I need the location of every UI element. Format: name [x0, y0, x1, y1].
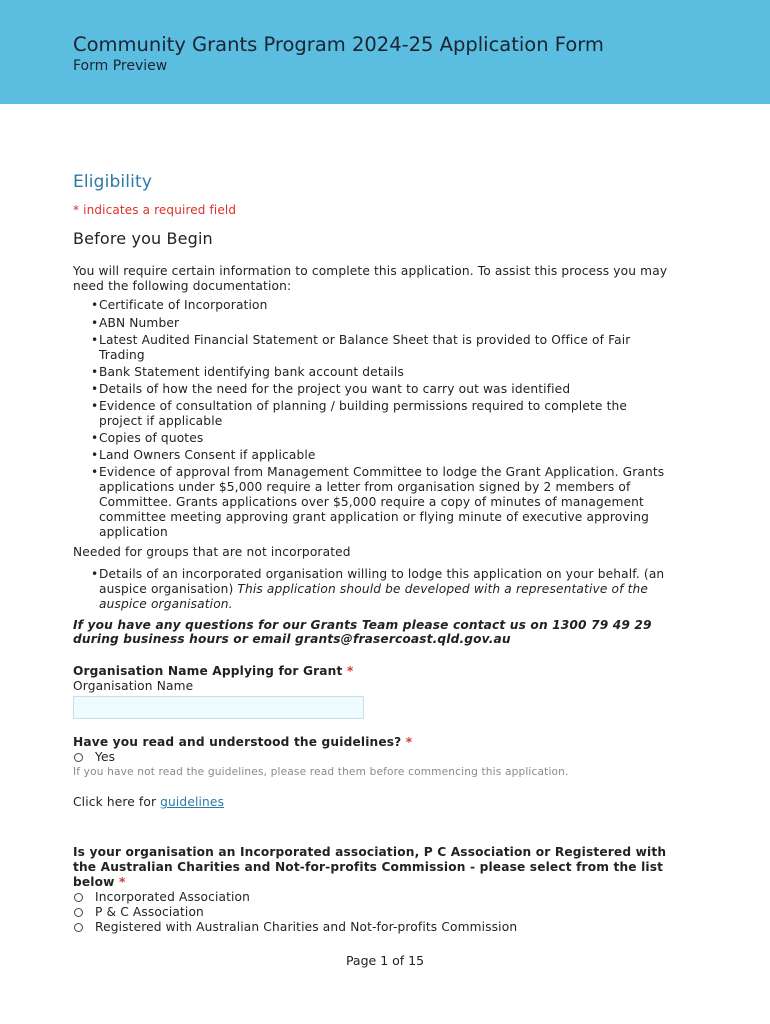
intro-text: You will require certain information to complete this application. To assist this process you may need the following documentation:: [73, 263, 668, 293]
list-item: • Copies of quotes: [91, 431, 204, 446]
question-guidelines: [73, 735, 683, 810]
bullet-icon: •: [91, 465, 99, 480]
required-note: * indicates a required field: [73, 203, 237, 217]
bullet-icon: •: [91, 567, 99, 582]
list-item: • Evidence of approval from Management Committee to lodge the Grant Application. Grants applications under $5,000 require a letter from organisation signed by 2 members of Committee. Grants applications over $5,000 require a copy of minutes of management committee meeting approving grant application or flying minute of executive approving application: [91, 465, 665, 539]
bullet-icon: •: [91, 431, 99, 446]
radio-button[interactable]: [74, 908, 83, 917]
not-incorporated-label: Needed for groups that are not incorporated: [73, 545, 351, 560]
list-item: • Details of how the need for the project you want to carry out was identified: [91, 381, 571, 396]
radio-button[interactable]: [74, 893, 83, 902]
documents-list: [73, 298, 683, 539]
bullet-icon: •: [91, 381, 99, 396]
required-marker: *: [405, 734, 413, 749]
list-item: • Bank Statement identifying bank account details: [91, 364, 404, 379]
list-item: • Latest Audited Financial Statement or Balance Sheet that is provided to Office of Fair Trading: [91, 332, 631, 362]
required-marker: *: [118, 874, 126, 889]
bullet-icon: •: [91, 332, 99, 347]
radio-option-acnc[interactable]: Registered with Australian Charities and Not-for-profits Commission: [73, 920, 683, 935]
list-item: • ABN Number: [91, 315, 180, 330]
form-content: [73, 170, 683, 935]
contact-info: If you have any questions for our Grants Team please contact us on 1300 79 49 29 during business hours or email grants@frasercoast.qld.gov.au: [73, 617, 652, 647]
list-item: • Certificate of Incorporation: [91, 298, 268, 313]
bullet-icon: •: [91, 399, 99, 414]
page-header: [0, 0, 770, 104]
page-number: Page 1 of 15: [345, 953, 425, 968]
radio-button[interactable]: [74, 753, 83, 762]
auspice-list: [73, 567, 683, 611]
radio-option-incorporated[interactable]: Incorporated Association: [73, 890, 683, 905]
bullet-icon: •: [91, 364, 99, 379]
list-item: • Evidence of consultation of planning / building permissions required to complete the project if applicable: [91, 399, 628, 428]
question-label: Have you read and understood the guidelines?: [73, 734, 406, 749]
question-label: Organisation Name Applying for Grant: [73, 664, 347, 679]
question-organisation-name: [73, 664, 683, 719]
bullet-icon: •: [91, 315, 99, 330]
field-label: Organisation Name: [73, 679, 194, 694]
radio-option-yes[interactable]: Yes: [73, 750, 683, 765]
form-subtitle: Form Preview: [73, 58, 168, 74]
before-you-begin-heading: Before you Begin: [73, 228, 213, 248]
bullet-icon: •: [91, 448, 99, 463]
question-organisation-type: [73, 845, 683, 934]
radio-option-pc-association[interactable]: P & C Association: [73, 905, 683, 920]
form-title: Community Grants Program 2024-25 Application Form: [73, 33, 604, 56]
required-marker: *: [346, 664, 354, 679]
list-item: • Details of an incorporated organisation willing to lodge this application on your behalf. (an auspice organisation) This application should be developed with a representative of the auspice organisation.: [91, 567, 665, 611]
list-item: • Land Owners Consent if applicable: [91, 448, 316, 463]
guidelines-line: Click here for guidelines: [73, 795, 225, 810]
organisation-name-input[interactable]: [73, 696, 364, 719]
radio-button[interactable]: [74, 923, 83, 932]
section-title: Eligibility: [73, 172, 153, 192]
question-label: Is your organisation an Incorporated association, P C Association or Registered with the Australian Charities and Not-for-profits Commission - please select from the list below: [73, 845, 667, 889]
guidelines-hint: If you have not read the guidelines, please read them before commencing this application.: [73, 765, 569, 778]
guidelines-link[interactable]: guidelines: [160, 795, 225, 810]
bullet-icon: •: [91, 298, 99, 313]
